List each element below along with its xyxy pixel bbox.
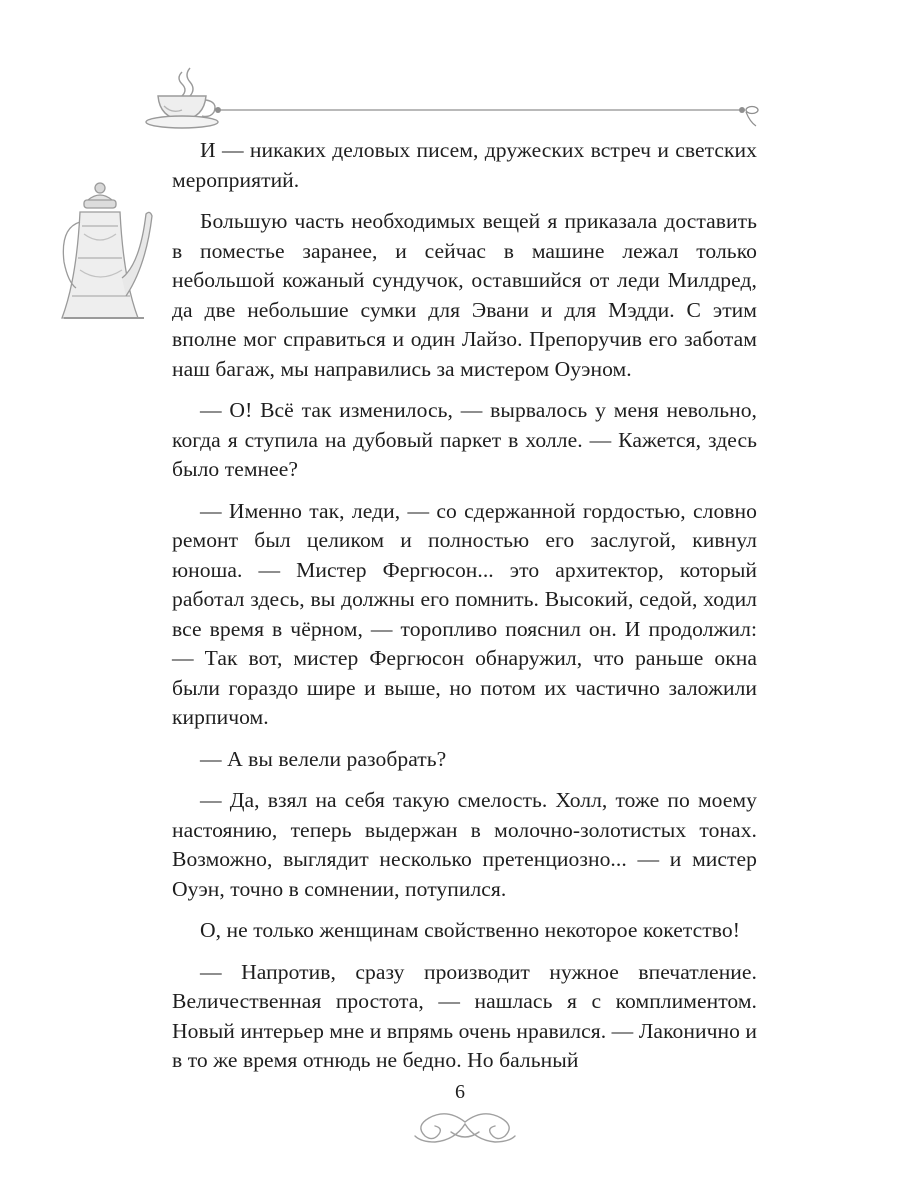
teacup-icon [130, 60, 770, 140]
flourish-icon [405, 1102, 525, 1152]
body-text [172, 136, 757, 1088]
paragraph: О, не только женщинам свойственно некоторое кокетство! [200, 918, 740, 942]
paragraph: — Напротив, сразу производит нужное впечатление. Величественная простота, — нашлась я с комплиментом. Новый интерьер мне и впрямь очень нравился. — Лаконично и в то же время отнюдь не бедно. Но бальный [172, 959, 757, 1072]
page-number: 6 [455, 1081, 465, 1103]
paragraph: — Именно так, леди, — со сдержанной гордостью, словно ремонт был целиком и полностью его заслугой, кивнул юноша. — Мистер Фергюсон... это архитектор, который работал здесь, вы должны его помнить. Высокий, седой, ходил все время в чёрном, — торопливо пояснил он. И продолжил: — Так вот, мистер Фергюсон обнаружил, что раньше окна были гораздо шире и выше, но потом их частично заложили кирпичом. [172, 498, 757, 729]
paragraph: — О! Всё так изменилось, — вырвалось у меня невольно, когда я ступила на дубовый паркет в холле. — Кажется, здесь было темнее? [172, 398, 757, 481]
paragraph: — Да, взял на себя такую смелость. Холл, тоже по моему настоянию, теперь выдержан в молочно-золотистых тонах. Возможно, выглядит несколько претенциозно... — и мистер Оуэн, точно в сомнении, потупился. [172, 788, 757, 901]
paragraph: И — никаких деловых писем, дружеских встреч и светских мероприятий. [172, 138, 757, 192]
teapot-icon [58, 178, 158, 338]
paragraph: — А вы велели разобрать? [200, 746, 447, 771]
paragraph: Большую часть необходимых вещей я приказала доставить в поместье заранее, и сейчас в машине лежал только небольшой кожаный сундучок, оставшийся от леди Милдред, да две небольшие сумки для Эвани и для Мэдди. С этим вполне мог справиться и один Лайзо. Препоручив его заботам наш багаж, мы направились за мистером Оуэном. [172, 209, 757, 381]
